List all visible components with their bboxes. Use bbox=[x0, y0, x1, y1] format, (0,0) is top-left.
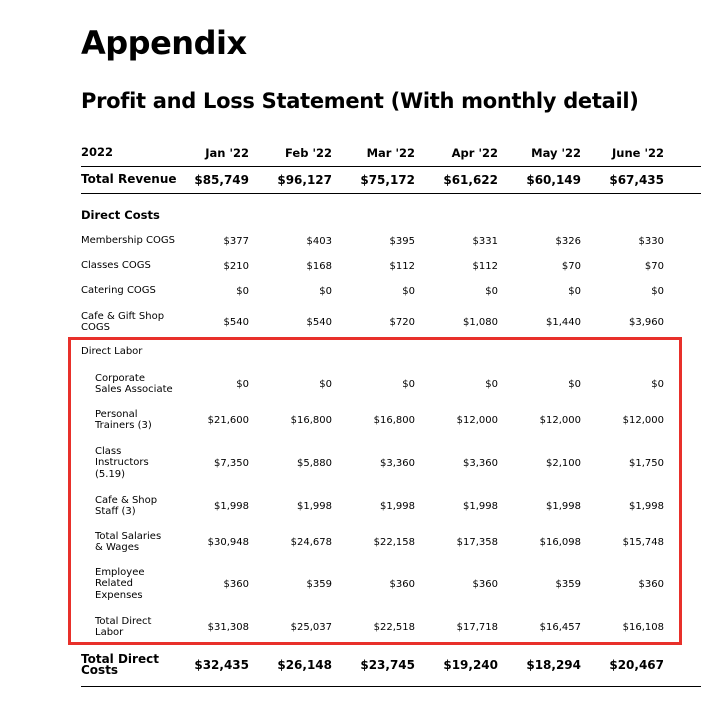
cell-value: $15,748 bbox=[622, 536, 664, 548]
cell-value: $70 bbox=[644, 260, 664, 272]
row-label bbox=[81, 531, 161, 554]
cell-value: $720 bbox=[389, 316, 415, 328]
cell-value: $23,745 bbox=[360, 658, 415, 672]
cell-value: $326 bbox=[555, 235, 581, 247]
row-label bbox=[81, 446, 149, 481]
direct-cost-row bbox=[81, 310, 701, 334]
cell-value: $1,998 bbox=[297, 500, 332, 512]
cell-value: $20,467 bbox=[609, 658, 664, 672]
cell-value: $16,800 bbox=[373, 414, 415, 426]
cell-value: $12,000 bbox=[622, 414, 664, 426]
cell-value: $60,149 bbox=[526, 173, 581, 187]
cell-value: $17,718 bbox=[456, 621, 498, 633]
direct-labor-row bbox=[81, 406, 701, 434]
row-label-line: Trainers (3) bbox=[95, 420, 152, 431]
cell-value: $16,457 bbox=[539, 621, 581, 633]
row-label-line: Cafe & Shop bbox=[95, 494, 158, 506]
cell-value: $12,000 bbox=[539, 414, 581, 426]
row-label: Classes COGS bbox=[81, 260, 151, 272]
row-label bbox=[81, 311, 164, 334]
row-label-line: Costs bbox=[81, 663, 119, 677]
cell-value: $30,948 bbox=[207, 536, 249, 548]
cell-value: $70 bbox=[561, 260, 581, 272]
cell-value: $1,998 bbox=[380, 500, 415, 512]
cell-value: June '22 bbox=[612, 146, 664, 160]
cell-value: $61,622 bbox=[443, 173, 498, 187]
direct-cost-row bbox=[81, 257, 701, 275]
row-label bbox=[81, 567, 145, 602]
cell-value: $540 bbox=[306, 316, 332, 328]
row-label-line: Class bbox=[95, 445, 122, 457]
cell-value: Mar '22 bbox=[366, 146, 415, 160]
cell-value: May '22 bbox=[531, 146, 581, 160]
cell-value: $1,998 bbox=[629, 500, 664, 512]
row-label bbox=[81, 495, 157, 518]
cell-value: $5,880 bbox=[297, 457, 332, 469]
cell-value: $85,749 bbox=[194, 173, 249, 187]
row-label bbox=[81, 651, 159, 677]
cell-value: Apr '22 bbox=[451, 146, 498, 160]
row-label bbox=[81, 373, 173, 396]
cell-value: $0 bbox=[651, 378, 664, 390]
row-label bbox=[81, 616, 151, 639]
cell-value: $395 bbox=[389, 235, 415, 247]
cell-value: $112 bbox=[472, 260, 498, 272]
cell-value: $17,358 bbox=[456, 536, 498, 548]
cell-value: $0 bbox=[402, 378, 415, 390]
cell-value: $540 bbox=[223, 316, 249, 328]
row-label-line: (5.19) bbox=[95, 468, 126, 480]
cell-value: $16,098 bbox=[539, 536, 581, 548]
cell-value: $330 bbox=[638, 235, 664, 247]
cell-value: $25,037 bbox=[290, 621, 332, 633]
cell-value: $96,127 bbox=[277, 173, 332, 187]
revenue-divider bbox=[81, 193, 701, 194]
cell-value: $360 bbox=[638, 578, 664, 590]
total-direct-costs-row bbox=[81, 650, 701, 680]
row-label-line: Cafe & Gift Shop bbox=[81, 310, 165, 322]
row-label: Membership COGS bbox=[81, 235, 175, 247]
direct-labor-row bbox=[81, 492, 701, 520]
cell-value: $16,800 bbox=[290, 414, 332, 426]
cell-value: $18,294 bbox=[526, 658, 581, 672]
cell-value: $0 bbox=[402, 285, 415, 297]
row-label-line: Total Direct bbox=[95, 615, 152, 627]
direct-labor-row bbox=[81, 528, 701, 556]
cell-value: $403 bbox=[306, 235, 332, 247]
cell-value: $0 bbox=[651, 285, 664, 297]
row-label-line: Total Salaries bbox=[95, 530, 162, 542]
cell-value: $168 bbox=[306, 260, 332, 272]
row-label-line: Instructors bbox=[95, 457, 149, 469]
cell-value: $75,172 bbox=[360, 173, 415, 187]
direct-labor-row bbox=[81, 370, 701, 398]
cell-value: Feb '22 bbox=[285, 146, 332, 160]
row-label bbox=[81, 409, 152, 432]
cell-value: $0 bbox=[319, 378, 332, 390]
cell-value: $0 bbox=[319, 285, 332, 297]
row-label-line: Sales Associate bbox=[95, 384, 173, 395]
cell-value: $2,100 bbox=[546, 457, 581, 469]
cell-value: $0 bbox=[568, 285, 581, 297]
cell-value: $31,308 bbox=[207, 621, 249, 633]
cell-value: $360 bbox=[472, 578, 498, 590]
row-label: Catering COGS bbox=[81, 285, 156, 297]
cell-value: Jan '22 bbox=[205, 146, 249, 160]
cell-value: $0 bbox=[485, 378, 498, 390]
cell-value: $32,435 bbox=[194, 658, 249, 672]
direct-cost-row bbox=[81, 282, 701, 300]
cell-value: $331 bbox=[472, 235, 498, 247]
cell-value: $7,350 bbox=[214, 457, 249, 469]
direct-labor-row bbox=[81, 613, 701, 641]
page-subtitle: Profit and Loss Statement (With monthly detail) bbox=[81, 89, 639, 113]
cell-value: $360 bbox=[223, 578, 249, 590]
row-label-line: Corporate bbox=[95, 372, 145, 384]
row-label-line: Expenses bbox=[95, 589, 143, 601]
cell-value: $112 bbox=[389, 260, 415, 272]
row-label-line: & Wages bbox=[95, 542, 140, 553]
row-label-line: Employee bbox=[95, 566, 145, 578]
cell-value: $67,435 bbox=[609, 173, 664, 187]
cell-value: $210 bbox=[223, 260, 249, 272]
cell-value: $22,518 bbox=[373, 621, 415, 633]
cell-value: $0 bbox=[568, 378, 581, 390]
cell-value: $0 bbox=[236, 285, 249, 297]
cell-value: $21,600 bbox=[207, 414, 249, 426]
cell-value: $22,158 bbox=[373, 536, 415, 548]
cell-value: $0 bbox=[485, 285, 498, 297]
direct-cost-row bbox=[81, 232, 701, 250]
row-label-line: Labor bbox=[95, 627, 124, 638]
row-label: Total Revenue bbox=[81, 172, 177, 187]
cell-value: $3,360 bbox=[463, 457, 498, 469]
direct-labor-title: Direct Labor bbox=[81, 346, 143, 357]
row-label-line: Staff (3) bbox=[95, 506, 136, 517]
bottom-divider bbox=[81, 686, 701, 687]
header-divider bbox=[81, 166, 701, 167]
cell-value: $1,998 bbox=[546, 500, 581, 512]
cell-value: $359 bbox=[306, 578, 332, 590]
cell-value: $360 bbox=[389, 578, 415, 590]
cell-value: $3,960 bbox=[629, 316, 664, 328]
cell-value: $0 bbox=[236, 378, 249, 390]
row-label-line: Personal bbox=[95, 408, 138, 420]
cell-value: $3,360 bbox=[380, 457, 415, 469]
cell-value: $12,000 bbox=[456, 414, 498, 426]
row-label-line: COGS bbox=[81, 322, 110, 333]
total-revenue-row bbox=[81, 170, 701, 190]
cell-value: $1,750 bbox=[629, 457, 664, 469]
cell-value: $19,240 bbox=[443, 658, 498, 672]
row-label-line: Related bbox=[95, 578, 133, 590]
table-header-row bbox=[81, 143, 701, 163]
cell-value: $26,148 bbox=[277, 658, 332, 672]
direct-labor-row bbox=[81, 564, 701, 604]
row-label-line: Total Direct bbox=[81, 651, 159, 666]
cell-value: $377 bbox=[223, 235, 249, 247]
page-title: Appendix bbox=[81, 24, 247, 62]
cell-value: $359 bbox=[555, 578, 581, 590]
cell-value: $16,108 bbox=[622, 621, 664, 633]
direct-labor-row bbox=[81, 443, 701, 483]
cell-value: $1,998 bbox=[214, 500, 249, 512]
cell-value: $1,080 bbox=[463, 316, 498, 328]
cell-value: $1,440 bbox=[546, 316, 581, 328]
row-label: 2022 bbox=[81, 145, 114, 160]
cell-value: $24,678 bbox=[290, 536, 332, 548]
direct-costs-title: Direct Costs bbox=[81, 208, 160, 222]
cell-value: $1,998 bbox=[463, 500, 498, 512]
